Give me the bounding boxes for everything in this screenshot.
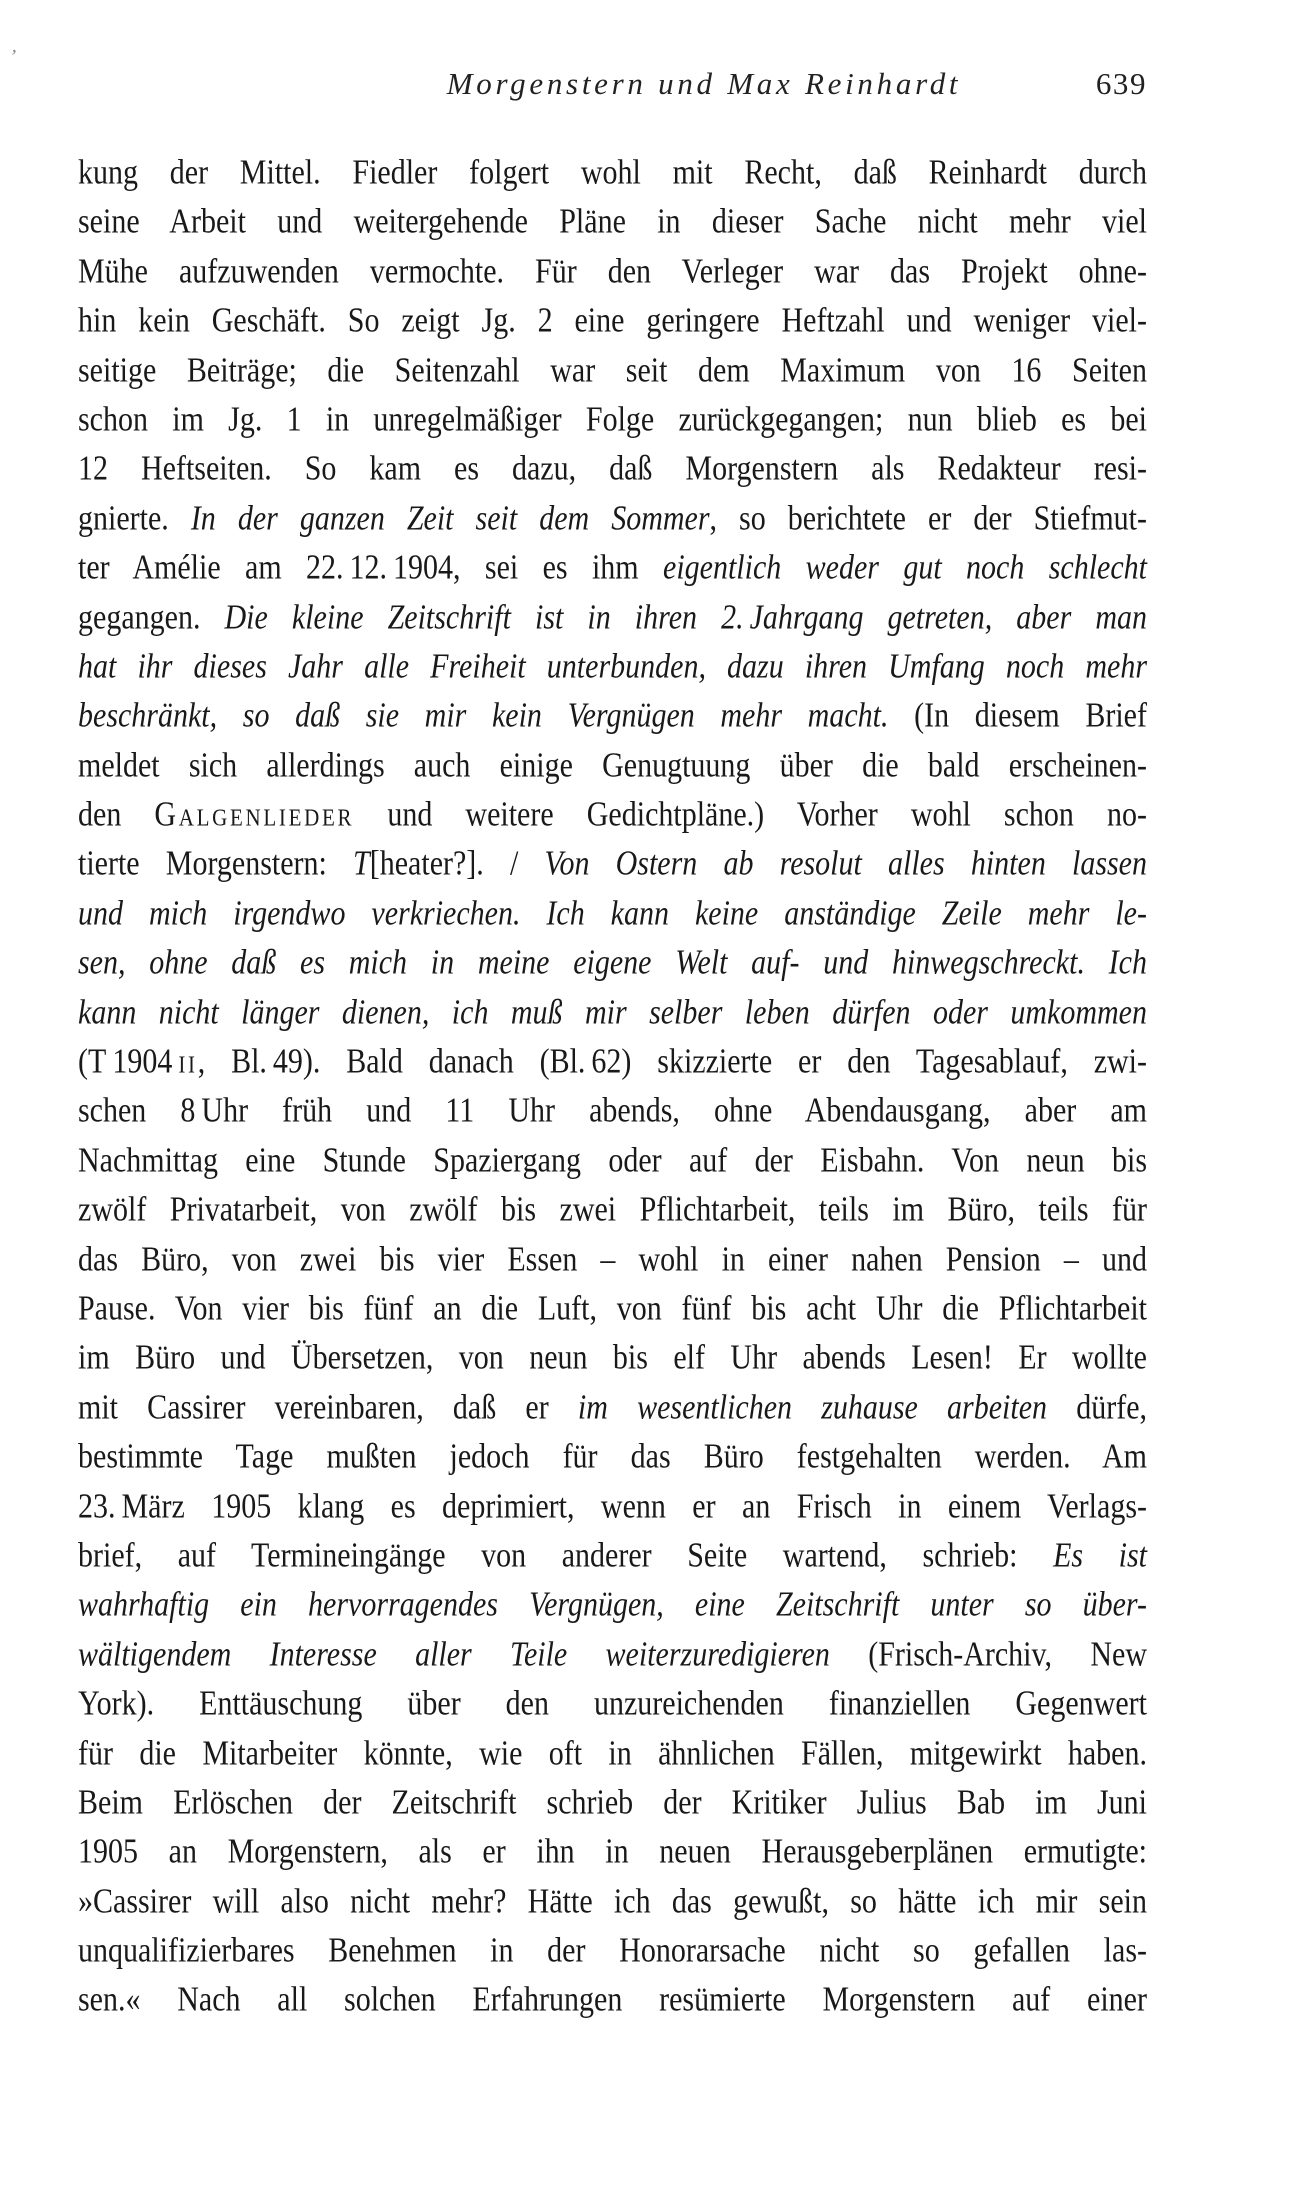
roman-text: , Bl. 49). Bald danach (Bl. 62) skizzierte er den Tagesablauf, zwi- (197, 1042, 1147, 1081)
roman-text: »Cassirer will also nicht mehr? Hätte ich das gewußt, so hätte ich mir sein (78, 1881, 1147, 1921)
roman-text: schon im Jg. 1 in unregelmäßiger Folge zurückgegangen; nun blieb es bei (78, 399, 1147, 439)
roman-text: (In diesem Brief (888, 696, 1147, 736)
roman-text: (Frisch-Archiv, New (829, 1634, 1147, 1674)
italic-text: In der ganzen Zeit seit dem Sommer (190, 498, 710, 538)
italic-text: Die kleine Zeitschrift ist in ihren 2. Jahrgang getreten, aber man (224, 597, 1147, 637)
roman-text: Pause. Von vier bis fünf an die Luft, von fünf bis acht Uhr die Pflichtarbeit (78, 1288, 1147, 1328)
italic-text: hat ihr dieses Jahr alle Freiheit unterbunden, dazu ihren Umfang noch mehr (78, 646, 1147, 686)
roman-text: York). Enttäuschung über den unzureichenden finanziellen Gegenwert (78, 1684, 1147, 1724)
italic-text: wältigendem Interesse aller Teile weiterzuredigieren (78, 1634, 830, 1674)
roman-text: Nachmittag eine Stunde Spaziergang oder auf der Eisbahn. Von neun bis (78, 1140, 1147, 1180)
italic-text: und mich irgendwo verkriechen. Ich kann keine anständige Zeile mehr le- (78, 893, 1147, 933)
roman-text: 12 Heftseiten. So kam es dazu, daß Morgenstern als Redakteur resi- (78, 449, 1147, 489)
roman-text: das Büro, von zwei bis vier Essen – wohl in einer nahen Pension – und (78, 1239, 1147, 1279)
roman-text: unqualifizierbares Benehmen in der Honorarsache nicht so gefallen las- (78, 1931, 1147, 1970)
roman-text: tierte Morgenstern: (78, 844, 354, 884)
italic-text: im wesentlichen zuhause arbeiten (577, 1387, 1048, 1427)
italic-text: Es ist (1053, 1535, 1147, 1575)
roman-text: und weitere Gedichtpläne.) Vorher wohl schon no- (354, 795, 1147, 835)
roman-text: Mühe aufzuwenden vermochte. Für den Verleger war das Projekt ohne- (78, 251, 1147, 291)
roman-text: gnierte. (78, 498, 191, 538)
roman-text: zwölf Privatarbeit, von zwölf bis zwei Pflichtarbeit, teils im Büro, teils für (78, 1190, 1147, 1230)
roman-text: den (78, 795, 155, 835)
italic-text: T (353, 844, 370, 884)
page-number: 639 (1095, 66, 1147, 101)
page-title: Morgenstern und Max Reinhardt (446, 66, 962, 101)
italic-text: wahrhaftig ein hervorragendes Vergnügen, eine Zeitschrift unter so über- (78, 1585, 1147, 1625)
small-caps-text: Galgenlieder (154, 795, 355, 835)
roman-text: [heater?]. / (369, 844, 545, 884)
small-caps-text: ii (178, 1042, 198, 1081)
roman-text: für die Mitarbeiter könnte, wie oft in ähnlichen Fällen, mitgewirkt haben. (78, 1733, 1147, 1773)
scan-artifact: ’ (8, 45, 19, 69)
roman-text: gegangen. (78, 597, 225, 637)
body-text (78, 148, 1147, 2025)
roman-text: seitige Beiträge; die Seitenzahl war seit dem Maximum von 16 Seiten (78, 350, 1147, 390)
roman-text: bestimmte Tage mußten jedoch für das Büro festgehalten werden. Am (78, 1437, 1147, 1477)
italic-text: beschränkt, so daß sie mir kein Vergnügen mehr macht. (78, 696, 889, 736)
roman-text: dürfe, (1047, 1387, 1148, 1427)
roman-text: ter Amélie am 22. 12. 1904, sei es ihm (78, 548, 663, 588)
running-header (0, 66, 1309, 112)
roman-text: 23. März 1905 klang es deprimiert, wenn er an Frisch in einem Verlags- (78, 1486, 1147, 1526)
roman-text: schen 8 Uhr früh und 11 Uhr abends, ohne Abendausgang, aber am (78, 1091, 1147, 1131)
italic-text: sen, ohne daß es mich in meine eigene Welt auf- und hinwegschreckt. Ich (78, 943, 1147, 983)
roman-text: meldet sich allerdings auch einige Genugtuung über die bald erscheinen- (78, 745, 1147, 785)
italic-text: Von Ostern ab resolut alles hinten lassen (544, 844, 1147, 884)
italic-text: eigentlich weder gut noch schlecht (663, 548, 1148, 588)
roman-text: , so berichtete er der Stiefmut- (709, 498, 1147, 538)
roman-text: sen.« Nach all solchen Erfahrungen resümierte Morgenstern auf einer (78, 1980, 1147, 2020)
roman-text: mit Cassirer vereinbaren, daß er (78, 1387, 578, 1427)
text-line (78, 1971, 1147, 2029)
roman-text: hin kein Geschäft. So zeigt Jg. 2 eine geringere Heftzahl und weniger viel- (78, 301, 1147, 341)
italic-text: kann nicht länger dienen, ich muß mir selber leben dürfen oder umkommen (78, 992, 1147, 1032)
roman-text: im Büro und Übersetzen, von neun bis elf Uhr abends Lesen! Er wollte (78, 1338, 1147, 1378)
roman-text: seine Arbeit und weitergehende Pläne in dieser Sache nicht mehr viel (78, 202, 1147, 242)
roman-text: Beim Erlöschen der Zeitschrift schrieb der Kritiker Julius Bab im Juni (78, 1782, 1147, 1822)
roman-text: 1905 an Morgenstern, als er ihn in neuen Herausgeberplänen ermutigte: (78, 1832, 1147, 1872)
roman-text: brief, auf Termineingänge von anderer Seite wartend, schrieb: (78, 1535, 1054, 1575)
roman-text: (T 1904 (78, 1042, 179, 1081)
roman-text: kung der Mittel. Fiedler folgert wohl mit Recht, daß Reinhardt durch (78, 152, 1147, 192)
